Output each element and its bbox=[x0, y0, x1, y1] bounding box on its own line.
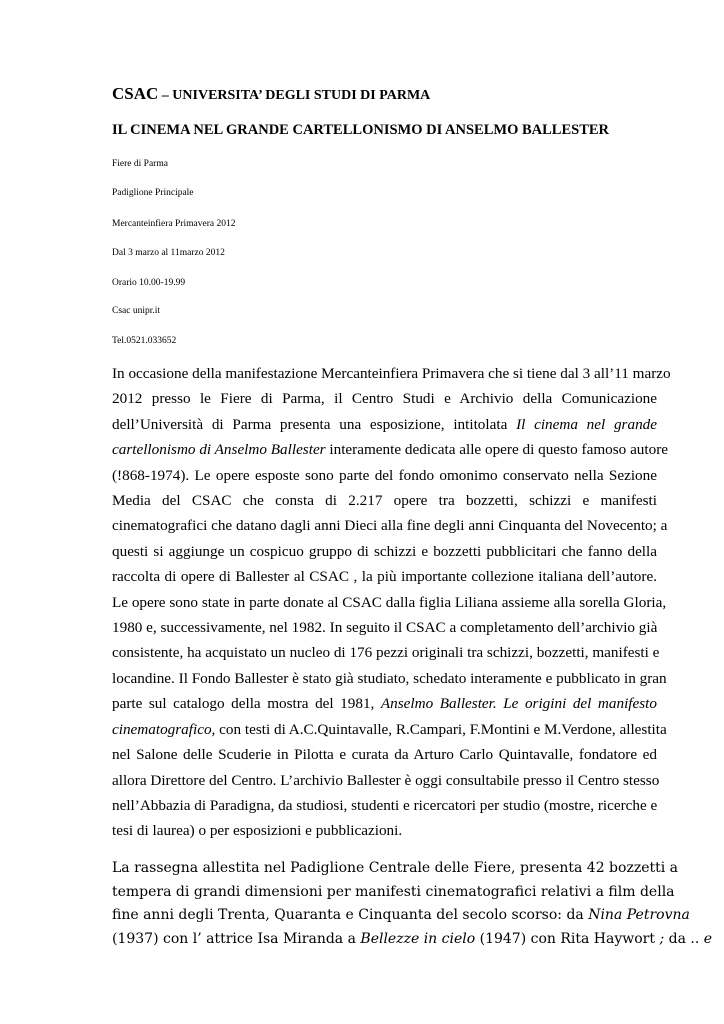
text-run: dell’Università di Parma presenta una esposizione, intitolata bbox=[112, 415, 517, 433]
info-website: Csac unipr.it bbox=[112, 306, 161, 316]
italic-title: Il cinema nel grande bbox=[516, 415, 657, 433]
text-run: con testi di A.C.Quintavalle, R.Campari, F.Montini e M.Verdone, allestita bbox=[215, 720, 667, 738]
body-paragraph-1 bbox=[112, 361, 671, 844]
paragraph-line: consistente, ha acquistato un nucleo di 176 pezzi originali tra schizzi, bozzetti, manifesti e bbox=[112, 644, 660, 662]
exhibition-title: IL CINEMA NEL GRANDE CARTELLONISMO DI ANSELMO BALLESTER bbox=[112, 122, 610, 138]
italic-title: cinematografico, bbox=[112, 720, 216, 738]
paragraph-line bbox=[112, 691, 657, 716]
info-phone: Tel.0521.033652 bbox=[112, 336, 177, 346]
paragraph-line: nell’Abbazia di Paradigna, da studiosi, studenti e ricercatori per studio (mostre, ricerche e bbox=[112, 796, 658, 814]
institution-heading bbox=[112, 84, 430, 104]
paragraph-line: La rassegna allestita nel Padiglione Centrale delle Fiere, presenta 42 bozzetti a bbox=[112, 860, 679, 876]
institution-name: – UNIVERSITA’ DEGLI STUDI DI PARMA bbox=[158, 88, 431, 103]
text-run: da .. bbox=[668, 930, 704, 947]
paragraph-line: raccolta di opere di Ballester al CSAC , la più importante collezione italiana dell’autore. bbox=[112, 568, 657, 586]
paragraph-line bbox=[112, 904, 690, 928]
text-run: (1947) con Rita Haywort bbox=[475, 930, 660, 947]
institution-abbrev: CSAC bbox=[112, 84, 159, 103]
paragraph-line: allora Direttore del Centro. L’archivio Ballester è oggi consultabile presso il Centro stesso bbox=[112, 771, 660, 789]
paragraph-line: questi si aggiunge un cospicuo gruppo di schizzi e bozzetti pubblicitari che fanno della bbox=[112, 542, 657, 560]
paragraph-line: Media del CSAC che consta di 2.217 opere tra bozzetti, schizzi e manifesti bbox=[112, 492, 657, 510]
text-run: fine anni degli Trenta, Quaranta e Cinquanta del secolo scorso: da bbox=[112, 907, 589, 924]
paragraph-line: tempera di grandi dimensioni per manifesti cinematografici relativi a film della bbox=[112, 883, 675, 900]
paragraph-line: cinematografici che datano dagli anni Dieci alla fine degli anni Cinquanta del Novecento; a bbox=[112, 517, 668, 535]
text-run: interamente dedicata alle opere di questo famoso autore bbox=[325, 441, 669, 459]
paragraph-line bbox=[112, 717, 667, 742]
info-dates: Dal 3 marzo al 11marzo 2012 bbox=[112, 248, 225, 258]
paragraph-line: locandine. Il Fondo Ballester è stato già studiato, schedato interamente e pubblicato in gran bbox=[112, 669, 667, 687]
italic-text: e bbox=[703, 930, 713, 947]
italic-title: Anselmo Ballester. Le origini del manifesto bbox=[380, 695, 657, 713]
italic-text: ; bbox=[659, 930, 669, 947]
info-venue: Fiere di Parma bbox=[112, 159, 168, 169]
italic-title: Bellezze in cielo bbox=[360, 930, 476, 947]
paragraph-line bbox=[112, 437, 669, 462]
italic-title: cartellonismo di Anselmo Ballester bbox=[112, 441, 326, 459]
paragraph-line: 1980 e, successivamente, nel 1982. In seguito il CSAC a completamento dell’archivio già bbox=[112, 619, 658, 637]
paragraph-line: tesi di laurea) o per esposizioni e pubblicazioni. bbox=[112, 822, 403, 840]
info-hours: Orario 10.00-19.99 bbox=[112, 278, 186, 288]
paragraph-line: In occasione della manifestazione Mercanteinfiera Primavera che si tiene dal 3 all’11 marzo bbox=[112, 365, 671, 382]
body-paragraph-2 bbox=[112, 857, 713, 951]
paragraph-line: (!868-1974). Le opere esposte sono parte del fondo omonimo conservato nella Sezione bbox=[112, 466, 657, 484]
paragraph-line: 2012 presso le Fiere di Parma, il Centro Studi e Archivio della Comunicazione bbox=[112, 390, 657, 408]
text-run: parte sul catalogo della mostra del 1981, bbox=[112, 695, 381, 713]
paragraph-line bbox=[112, 928, 713, 952]
info-pavilion: Padiglione Principale bbox=[112, 188, 194, 198]
italic-title: Nina Petrovna bbox=[588, 907, 690, 924]
paragraph-line: nel Salone delle Scuderie in Pilotta e curata da Arturo Carlo Quintavalle, fondatore ed bbox=[112, 746, 657, 764]
text-run: (1937) con l’ attrice Isa Miranda a bbox=[112, 930, 361, 947]
paragraph-line: Le opere sono state in parte donate al CSAC dalla figlia Liliana assieme alla sorella Gloria, bbox=[112, 593, 667, 611]
info-event: Mercanteinfiera Primavera 2012 bbox=[112, 219, 236, 229]
paragraph-line bbox=[112, 412, 657, 437]
